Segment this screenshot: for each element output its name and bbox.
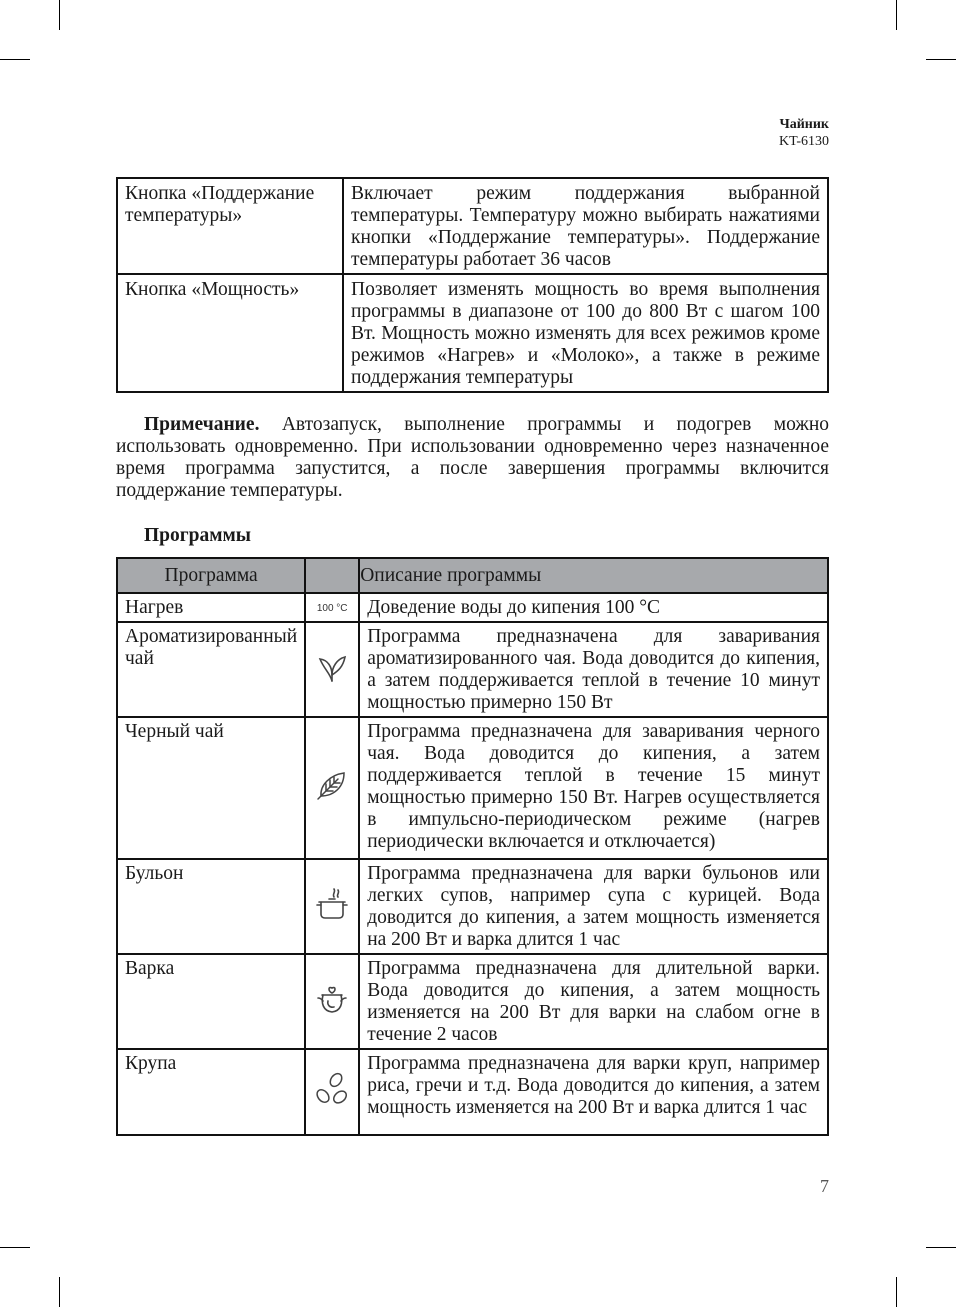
table-row (117, 274, 828, 392)
note-text: Автозапуск, выполнение программы и подогрев можно использовать одновременно. При использовании одновременно через назначенное время программа запустится, а после завершения программы включится поддержание температуры. (116, 414, 830, 501)
icon-cell (305, 593, 359, 622)
100-celsius-icon: 100 °C (316, 603, 348, 614)
program-name: Черный чай (117, 717, 305, 859)
crop-mark (59, 1277, 60, 1307)
controls-table (116, 177, 829, 393)
crop-mark (896, 0, 897, 30)
program-name: Крупа (117, 1049, 305, 1135)
program-name: Варка (117, 954, 305, 1049)
crop-mark (0, 59, 30, 60)
table-row (117, 717, 828, 859)
crop-mark (926, 59, 956, 60)
crop-mark (926, 1247, 956, 1248)
control-name: Кнопка «Мощность» (117, 274, 343, 392)
tea-leaf-icon (312, 765, 352, 805)
table-row (117, 1049, 828, 1135)
crop-mark (896, 1277, 897, 1307)
pot-icon (312, 884, 352, 924)
program-name: Ароматизированный чай (117, 622, 305, 717)
page-number: 7 (820, 1176, 829, 1196)
program-description: Программа предназначена для варки круп, например риса, гречи и т.д. Вода доводится до кипения, а затем мощность изменяется на 200 Вт и варка длится 1 час (359, 1049, 828, 1135)
table-row (117, 178, 828, 274)
leaf-icon (312, 647, 352, 687)
control-description: Включает режим поддержания выбранной температуры. Температуру можно выбирать нажатиями кнопки «Поддержание температуры». Поддержание температуры работает 36 часов (343, 178, 828, 274)
grain-icon (312, 1069, 352, 1109)
cooking-pot-icon (312, 979, 352, 1019)
section-title: Программы (144, 525, 252, 546)
table-row (117, 954, 828, 1049)
crop-mark (0, 1247, 30, 1248)
control-name: Кнопка «Поддержание температуры» (117, 178, 343, 274)
control-description: Позволяет изменять мощность во время выполнения программы в диапазоне от 100 до 800 Вт с шагом 100 Вт. Мощность можно изменять для всех режимов кроме режимов «Нагрев» и «Молоко», а также в режиме поддержания температуры (343, 274, 828, 392)
icon-cell (305, 1049, 359, 1135)
program-description: Доведение воды до кипения 100 °C (359, 593, 828, 622)
icon-cell (305, 954, 359, 1049)
crop-mark (59, 0, 60, 30)
header-model: KT-6130 (778, 134, 829, 149)
note-paragraph (116, 414, 829, 502)
icon-cell (305, 622, 359, 717)
icon-cell (305, 717, 359, 859)
icon-cell (305, 859, 359, 954)
table-row (117, 859, 828, 954)
table-row (117, 622, 828, 717)
program-description: Программа предназначена для заваривания черного чая. Вода доводится до кипения, а затем поддерживается теплой в течение 15 минут мощностью примерно 150 Вт. Нагрев осуществляется в импульсно-периодическом режиме (нагрев периодически включается и отключается) (359, 717, 828, 859)
program-description: Программа предназначена для варки бульонов или легких супов, например супа с курицей. Вода доводится до кипения, а затем мощность изменяется на 200 Вт и варка длится 1 час (359, 859, 828, 954)
table-row (117, 593, 828, 622)
header-icon (305, 558, 359, 593)
running-header (779, 116, 829, 150)
program-description: Программа предназначена для заваривания ароматизированного чая. Вода доводится до кипения, а затем поддерживается теплой в течение 10 минут мощностью примерно 150 Вт (359, 622, 828, 717)
table-header-row (117, 558, 828, 593)
program-name: Бульон (117, 859, 305, 954)
header-program: Программа (117, 558, 305, 593)
header-title: Чайник (779, 117, 829, 132)
header-description: Описание программы (359, 558, 828, 593)
program-description: Программа предназначена для длительной варки. Вода доводится до кипения, а затем мощность изменяется на 200 Вт для варки на слабом огне в течение 2 часов (359, 954, 828, 1049)
programs-table (116, 557, 829, 1136)
program-name: Нагрев (117, 593, 305, 622)
note-label: Примечание. (144, 414, 260, 435)
